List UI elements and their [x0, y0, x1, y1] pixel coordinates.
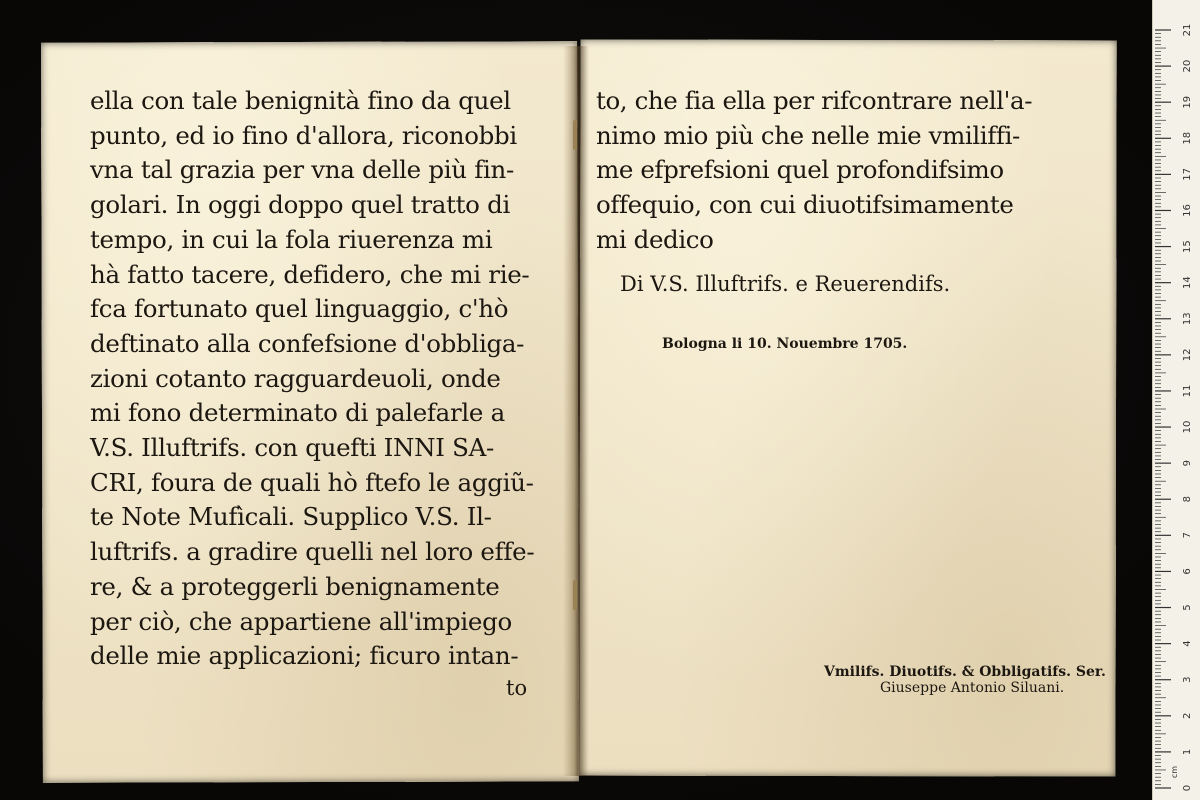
- ruler-label: 1: [1182, 748, 1193, 756]
- ruler-label: 4: [1182, 640, 1193, 647]
- ruler-label: 17: [1182, 168, 1193, 181]
- binding-stitch: [573, 580, 577, 610]
- left-page-line: golari. In oggi doppo quel tratto di: [90, 190, 511, 220]
- ruler-label: 2: [1182, 712, 1193, 719]
- ruler-unit: cm: [1170, 765, 1179, 779]
- ruler-label: 16: [1182, 204, 1193, 217]
- binding-stitch: [573, 120, 577, 150]
- ruler-label: 8: [1182, 496, 1193, 503]
- left-page-line: mi fono determinato di palefarle a: [90, 398, 505, 428]
- left-page-line: delle mie applicazioni; ficuro intan-: [90, 641, 519, 671]
- signature-closing: Vmilifs. Diuotifs. & Obbligatifs. Ser.: [824, 664, 1106, 680]
- left-page-line: fca fortunato quel linguaggio, c'hò: [90, 294, 509, 324]
- ruler-label: 9: [1182, 459, 1193, 467]
- left-page-line: luftrifs. a gradire quelli nel loro effe-: [90, 537, 535, 567]
- ruler-label: 7: [1182, 532, 1193, 539]
- left-page-line: zioni cotanto ragguardeuoli, onde: [90, 363, 501, 393]
- ruler-label: 14: [1182, 276, 1193, 290]
- ruler-label: 11: [1182, 384, 1193, 398]
- left-page-line: per ciò, che appartiene all'impiego: [90, 606, 512, 636]
- left-page-line: punto, ed io fino d'allora, riconobbi: [90, 120, 517, 150]
- ruler-label: 0: [1182, 784, 1193, 792]
- left-page-line: tempo, in cui la fola riuerenza mi: [90, 224, 493, 254]
- ruler-label: 21: [1182, 23, 1193, 37]
- signature-name: Giuseppe Antonio Siluani.: [880, 680, 1065, 696]
- left-page-line: hà fatto tacere, defidero, che mi rie-: [90, 259, 530, 289]
- measurement-ruler: [1152, 0, 1200, 800]
- right-page-line: mi dedico: [596, 224, 714, 254]
- left-page-line: V.S. Illuftrifs. con quefti INNI SA-: [90, 433, 495, 463]
- left-page-line: ella con tale benignità fino da quel: [90, 86, 511, 115]
- ruler-label: 6: [1182, 568, 1193, 575]
- ruler-label: 15: [1182, 240, 1193, 253]
- left-page-line: CRI, foura de quali hò ftefo le aggiũ-: [90, 467, 534, 497]
- ruler-label: 12: [1182, 348, 1193, 362]
- ruler-label: 5: [1182, 604, 1193, 611]
- ruler-label: 18: [1182, 131, 1193, 145]
- right-page-line: offequio, con cui diuotifsimamente: [596, 190, 1014, 220]
- left-page-line: te Note Mufìcali. Supplico V.S. Il-: [90, 502, 492, 532]
- dedication-date: Bologna li 10. Nouembre 1705.: [662, 336, 908, 352]
- dedication-address: Di V.S. Illuftrifs. e Reuerendifs.: [620, 272, 951, 296]
- catchword: to: [506, 676, 528, 700]
- right-page-text: [596, 84, 1066, 258]
- left-page-line: re, & a proteggerli benignamente: [90, 571, 500, 601]
- left-page-text: [90, 84, 556, 674]
- left-page-line: vna tal grazia per vna delle più fin-: [90, 155, 515, 185]
- right-page-line: nimo mio più che nelle mie vmiliffi-: [596, 120, 1020, 150]
- ruler-label: 20: [1182, 59, 1193, 73]
- ruler-label: 3: [1182, 676, 1193, 683]
- right-page-line: me efprefsioni quel profondifsimo: [596, 155, 1004, 185]
- book-gutter: [563, 46, 589, 776]
- ruler-scale: [1153, 0, 1200, 800]
- ruler-label: 13: [1182, 312, 1193, 326]
- ruler-label: 19: [1182, 95, 1193, 109]
- left-page-line: deftinato alla confefsione d'obbliga-: [90, 328, 525, 358]
- right-page-line: to, che fia ella per rifcontrare nell'a-: [596, 86, 1033, 115]
- ruler-label: 10: [1182, 420, 1193, 434]
